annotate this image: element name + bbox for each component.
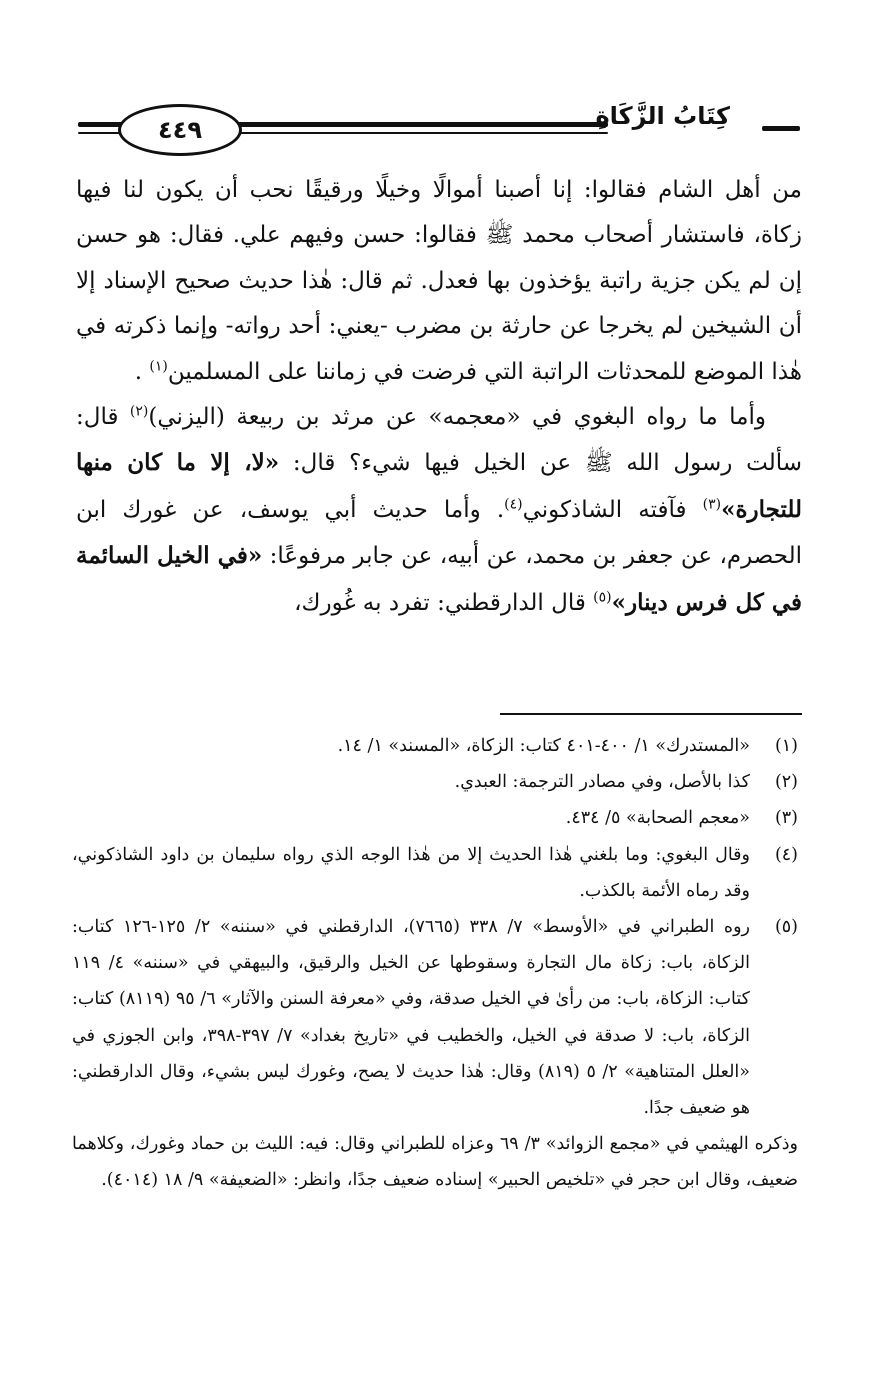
footnote-1: [72, 728, 798, 764]
header-rule-center: [228, 122, 608, 127]
header-rule-right: [762, 126, 800, 131]
footnote-text: كذا بالأصل، وفي مصادر الترجمة: العبدي.: [454, 772, 750, 793]
paragraph-1: [76, 168, 802, 395]
footnote-ref-1: (١): [149, 357, 168, 374]
footnote-continuation: وذكره الهيثمي في «مجمع الزوائد» ٣/ ٦٩ وعزاه للطبراني وقال: فيه: الليث بن حماد وغورك، وكلاهما ضعيف، وقال ابن حجر في «تلخيص الحبير» إسناده ضعيف جدًا، وانظر: «الضعيفة» ٩/ ١٨ (٤٠١٤).: [72, 1134, 798, 1191]
footnote-text: روه الطبراني في «الأوسط» ٧/ ٣٣٨ (٧٦٦٥)، الدارقطني في «سننه» ٢/ ١٢٥-١٢٦ كتاب: الزكاة، باب: زكاة مال التجارة وسقوطها عن الخيل والرقيق، والبيهقي في «سننه» ٤/ ١١٩ كتاب: الزكاة، باب: من رأىٰ في الخيل صدقة، وفي «معرفة السنن والآثار» ٦/ ٩٥ (٨١١٩) كتاب: الزكاة، باب: لا صدقة في الخيل، والخطيب في «تاريخ بغداد» ٧/ ٣٩٧-٣٩٨، وابن الجوزي في «العلل المتناهية» ٢/ ٥ (٨١٩) وقال: هٰذا حديث لا يصح، وغورك ليس بشيء، وقال الدارقطني: هو ضعيف جدًا.: [72, 917, 751, 1119]
hadith-quote-2: «في الخيل السائمة في كل فرس دينار»: [76, 542, 802, 616]
running-title: كِتَابُ الزَّكَاةِ: [595, 102, 730, 130]
footnote-4: [72, 837, 798, 909]
footnote-number: (١): [774, 736, 798, 756]
paragraph-2: [76, 395, 802, 626]
paragraph-2-part-d: . وأما حديث أبي يوسف، عن غورك ابن الحصرم، عن جعفر بن محمد، عن أبيه، عن جابر مرفوعًا:: [76, 496, 802, 570]
footnote-number: (٤): [774, 844, 798, 865]
footnote-number: (٥): [774, 917, 798, 938]
paragraph-2-part-b: قال: سألت رسول الله ﷺ عن الخيل فيها شيء؟ قال:: [76, 404, 803, 477]
hadith-quote-1: «لا، إلا ما كان منها للتجارة»: [76, 449, 803, 523]
footnote-ref-4: (٤): [504, 496, 523, 513]
footnote-3: [72, 800, 798, 836]
footnote-ref-2: (٢): [129, 403, 149, 420]
paragraph-2-part-a: وأما ما رواه البغوي في «معجمه» عن مرثد بن ربيعة (اليزني): [148, 404, 766, 431]
footnote-text: «معجم الصحابة» ٥/ ٤٣٤.: [565, 808, 750, 829]
paragraph-1-text: من أهل الشام فقالوا: إنا أصبنا أموالًا وخيلًا ورقيقًا نحب أن يكون لنا فيها زكاة، فاستشار أصحاب محمد ﷺ فقالوا: حسن وفيهم علي. فقال: هو حسن إن لم يكن جزية راتبة يؤخذون بها فعدل. ثم قال: هٰذا حديث صحيح الإسناد إلا أن الشيخين لم يخرجا عن حارثة بن مضرب -يعني: أحد رواته- وإنما ذكرته في هٰذا الموضع للمحدثات الراتبة التي فرضت في زماننا على المسلمين: [76, 177, 802, 385]
footnotes: [72, 728, 798, 1199]
footnote-text: وقال البغوي: وما بلغني هٰذا الحديث إلا من هٰذا الوجه الذي رواه سليمان بن داود الشاذكوني، وقد رماه الأئمة بالكذب.: [72, 844, 750, 901]
footnote-separator: [500, 713, 802, 715]
footnote-ref-3: (٣): [702, 496, 722, 513]
paragraph-1-end: .: [134, 358, 150, 385]
footnote-5: [72, 909, 798, 1126]
page-number: ٤٤٩: [118, 104, 242, 156]
header-rule-center-thin: [228, 132, 608, 134]
footnote-text: «المستدرك» ١/ ٤٠٠-٤٠١ كتاب: الزكاة، «المسند» ١/ ١٤.: [337, 736, 750, 756]
main-text: [76, 168, 802, 626]
page-header: [78, 96, 800, 166]
footnote-number: (٣): [774, 808, 798, 829]
footnote-2: [72, 764, 798, 800]
footnote-ref-5: (٥): [593, 589, 612, 605]
footnote-number: (٢): [774, 772, 798, 793]
paragraph-2-part-e: قال الدارقطني: تفرد به غُورك،: [294, 589, 594, 616]
paragraph-2-part-c: فآفته الشاذكوني: [522, 496, 703, 523]
